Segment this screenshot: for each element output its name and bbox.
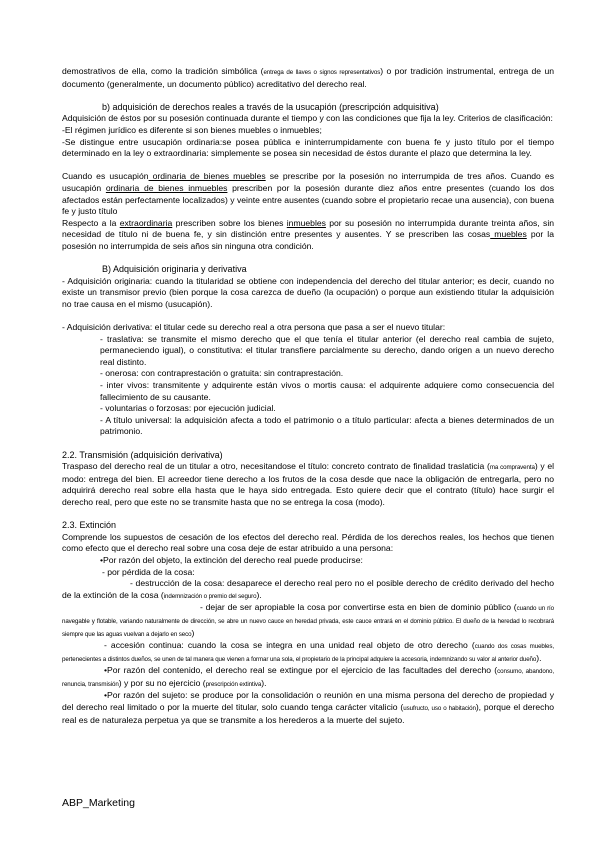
paragraph-objeto: •Por razón del objeto, la extinción del derecho real puede producirse: (100, 554, 363, 565)
heading-originaria: B) Adquisición originaria y derivativa (102, 264, 247, 275)
paragraph-contenido: •Por razón del contenido, el derecho real se extingue por el ejercicio de las facultades del derecho (consumo, abandono, renuncia, transmisión) y por su no ejercicio (prescripción extintiva). (62, 665, 554, 688)
page-footer: ABP_Marketing (62, 797, 135, 809)
paragraph-regimen: -El régimen jurídico es diferente si son bienes muebles o inmuebles; (62, 124, 322, 135)
paragraph-dominio-publico: - dejar de ser apropiable la cosa por convertirse esta en bien de dominio público (cuando un río navegable y flotable, variando naturalmente de dirección, se abre un nuevo cauce en heredad privada, este cauce entrará en el dominio público. El dueño de la heredad lo recobrará siempre que las aguas vuelvan a dejarlo en seco) (62, 602, 554, 638)
paragraph-sujeto: •Por razón del sujeto: se produce por la consolidación o reunión en una misma persona del derecho de propiedad y del derecho real limitado o por la muerte del titular, solo cuando tenga carácter vitalicio (usufructo, uso o habitación), porque el derecho real es de naturaleza perpetua ya que se transmite a los herederos a la muerte del sujeto. (62, 690, 555, 725)
paragraph-perdida: - por pérdida de la cosa: (102, 566, 195, 577)
paragraph-extincion: Comprende los supuestos de cesación de los efectos del derecho real. Pérdida de los derechos reales, los hechos que tienen como efecto que el derecho real sobre una cosa deje de estar atribuido a una persona: (62, 531, 554, 554)
paragraph-transmision: Traspaso del derecho real de un titular a otro, necesitandose el título: concreto contrato de finalidad traslaticia (ma compraventa) y el modo: entrega del bien. El acreedor tiene derecho a los frutos de la cosa desde que nace la obligación de entregarla, pero no adquirirá derecho real sobre ella hasta que le haya sido entregada. Esto quiere decir que el contrato (título) hace surgir el derecho real, pero que este no se transmite hasta que no se entrega la cosa (modo). (62, 461, 555, 507)
paragraph-tradicion: demostrativos de ella, como la tradición simbólica (entrega de llaves o signos representativos) o por tradición instrumental, entrega de un documento (generalmente, un documento público) acreditativo del derecho real. (62, 66, 555, 89)
heading-usucapion: b) adquisición de derechos reales a través de la usucapión (prescripción adquisitiva) (102, 101, 439, 112)
list-item: - traslativa: se transmite el mismo derecho que el que tenía el titular anterior (el derecho real cambia de sujeto, permaneciendo igual), o constitutiva: el titular transfiere parcialmente su derecho, dando origen a un nuevo derecho real distinto. (100, 333, 554, 367)
paragraph-usucapion-def: Adquisición de éstos por su posesión continuada durante el tiempo y con las condiciones que fija la ley. Criterios de clasificación: (62, 113, 553, 124)
document-body (62, 66, 554, 726)
list-item: - voluntarias o forzosas: por ejecución judicial. (100, 403, 276, 414)
heading-extincion: 2.3. Extinción (62, 520, 117, 531)
heading-transmision: 2.2. Transmisión (adquisición derivativa) (62, 449, 223, 460)
note-llaves: entrega de llaves o signos representativos (263, 69, 381, 76)
paragraph-originaria: - Adquisición originaria: cuando la titularidad se obtiene con independencia del derecho del titular anterior; es decir, cuando no existe un transmisor previo (bien porque la cosa carezca de dueño (la ocupación) o porque aun existiendo titular la adquisición no trae causa en el mismo (usucapión). (62, 275, 554, 309)
paragraph-ordinaria: -Se distingue entre usucapión ordinaria:se posea pública e ininterrumpidamente con buena fe y justo título por el tiempo determinado en la ley o extraordinaria: simplemente se posea sin necesidad de éstos durante el plazo que determina la ley. (62, 136, 554, 159)
list-item: - inter vivos: transmitente y adquirente están vivos o mortis causa: el adquirente adquiere como consecuencia del fallecimiento de su causante. (100, 380, 554, 402)
list-item: - A título universal: la adquisición afecta a todo el patrimonio o a título particular: afecta a bienes determinados de un patrimonio. (100, 414, 554, 437)
paragraph-destruccion: - destrucción de la cosa: desaparece el derecho real pero no el posible derecho de crédito derivado del hecho de la extinción de la cosa (indemnización o premio del seguro). (62, 578, 554, 600)
list-item: - onerosa: con contraprestación o gratuita: sin contraprestación. (100, 368, 344, 379)
paragraph-accesion: - accesión continua: cuando la cosa se integra en una unidad real objeto de otro derecho (cuando dos cosas muebles, pertenecientes a distintos dueños, se unen de tal manera que vienen a formar una sola, el propietario de la principal adquiere la accesoria, indemnizando su valor al anterior dueño). (62, 640, 554, 663)
derivativa-list (62, 334, 554, 438)
paragraph-plazos: Cuando es usucapión ordinaria de bienes muebles se prescribe por la posesión no interrumpida de tres años. Cuando es usucapión ordinaria de bienes inmuebles prescriben por la posesión durante diez años entre presentes (cuando los dos afectados están perfectamente localizados) y veinte entre ausentes (cuando sobre el propietario recae una ausencia), con buena fe y justo título (62, 171, 555, 217)
paragraph-extraordinaria: Respecto a la extraordinaria prescriben sobre los bienes inmuebles por su posesión no interrumpida durante treinta años, sin necesidad de título ni de buena fe, y sin distinción entre presentes y ausentes. Y se prescriben las cosas muebles por la posesión no interrumpida de seis años sin ninguna otra condición. (62, 217, 555, 251)
paragraph-derivativa: - Adquisición derivativa: el titular cede su derecho real a otra persona que pasa a ser el nuevo titular: (62, 322, 446, 333)
